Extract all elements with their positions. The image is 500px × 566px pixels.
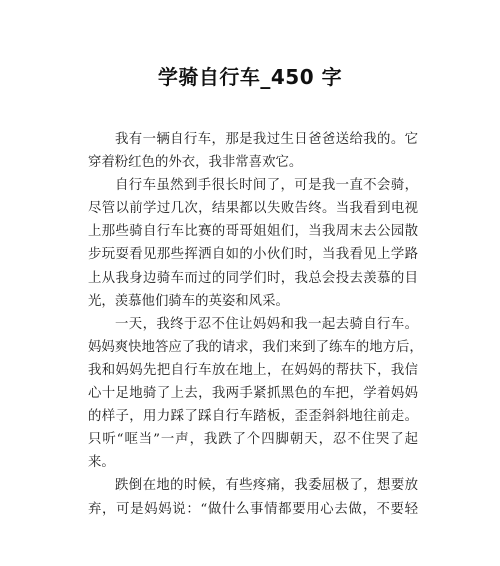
- text-line: 的样子，用力踩了踩自行车踏板，歪歪斜斜地往前走。: [88, 409, 418, 425]
- text-line: 穿着粉红色的外衣，我非常喜欢它。: [88, 155, 303, 171]
- paragraph-3: [88, 313, 423, 475]
- paragraph-1: [88, 128, 418, 174]
- document-body: [88, 128, 423, 521]
- text-line: 弃，可是妈妈说：“做什么事情都要用心去做，不要轻: [88, 501, 418, 517]
- paragraph-4: [88, 474, 418, 520]
- text-line: 一天，我终于忍不住让妈妈和我一起去骑自行车。: [115, 316, 418, 332]
- text-line: 我和妈妈先把自行车放在地上，在妈妈的帮扶下，我信: [88, 362, 418, 378]
- text-line: 来。: [88, 455, 115, 471]
- text-line: 只听“哐当”一声，我跌了个四脚朝天，忍不住哭了起: [88, 432, 418, 448]
- text-line: 上那些骑自行车比赛的哥哥姐姐们，当我周末去公园散: [88, 224, 418, 240]
- text-line: 上从我身边骑车而过的同学们时，我总会投去羡慕的目: [88, 270, 418, 286]
- document-title: 学骑自行车_450 字: [157, 65, 343, 89]
- text-line: 妈妈爽快地答应了我的请求，我们来到了练车的地方后，: [88, 339, 423, 355]
- text-line: 光，羡慕他们骑车的英姿和风采。: [88, 293, 289, 309]
- paragraph-2: [88, 174, 418, 313]
- text-line: 自行车虽然到手很长时间了，可是我一直不会骑，: [115, 178, 418, 194]
- text-line: 心十足地骑了上去，我两手紧抓黑色的车把，学着妈妈: [88, 386, 418, 402]
- text-line: 步玩耍看见那些挥洒自如的小伙们时，当我看见上学路: [88, 247, 418, 263]
- text-line: 我有一辆自行车，那是我过生日爸爸送给我的。它: [115, 132, 418, 147]
- text-line: 尽管以前学过几次，结果都以失败告终。当我看到电视: [88, 201, 418, 217]
- text-line: 跌倒在地的时候，有些疼痛，我委屈极了，想要放: [115, 478, 418, 494]
